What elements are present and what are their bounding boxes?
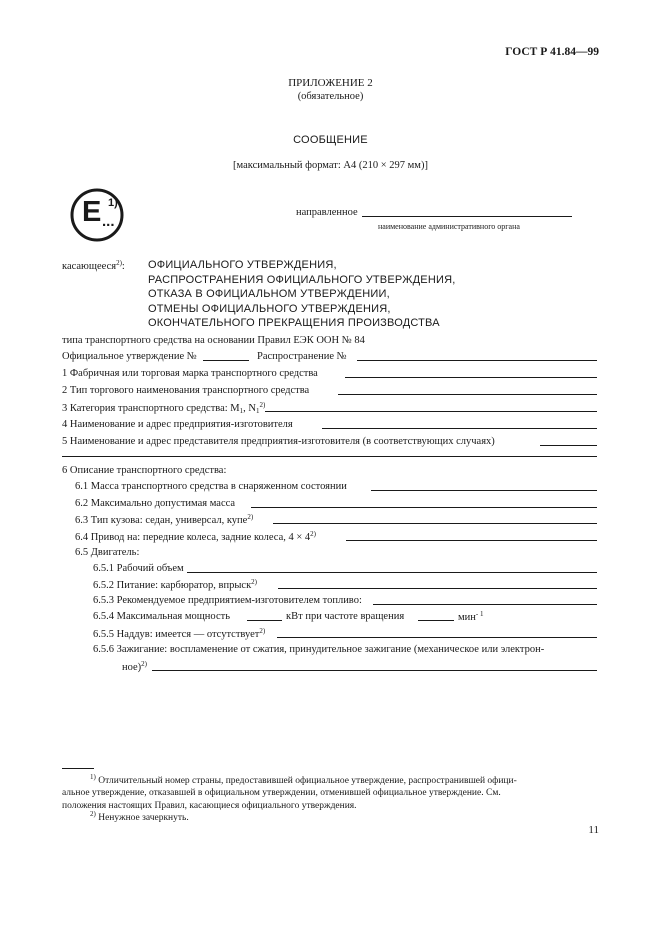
approval-mark-dots: ... [102,213,115,230]
item-6-5-3-label: 6.5.3 Рекомендуемое предприятием-изготовителем топливо: [93,595,362,606]
footnote-separator [62,768,94,769]
item-6-5-4-label: 6.5.4 Максимальная мощность [93,611,230,622]
concerning-label: касающееся$^{2)}$: [62,259,125,272]
type-line: типа транспортного средства на основании Правил ЕЭК ООН № 84 [62,335,365,346]
approval-number-field[interactable] [203,360,249,361]
item-6-5-label: 6.5 Двигатель: [75,547,140,558]
approval-mark-letter: E [82,196,102,228]
item-6-5-2-label: 6.5.2 Питание: карбюратор, впрыск$^{2)}$ [93,578,258,591]
sent-fill-line [362,216,572,217]
item-6-5-4-rpm-label: мин$^{- 1}$ [458,610,484,623]
concerning-line: ОФИЦИАЛЬНОГО УТВЕРЖДЕНИЯ, [148,259,337,271]
item-1-label: 1 Фабричная или торговая марка транспортного средства [62,368,318,379]
item-6-5-5-field[interactable] [277,637,597,638]
appendix-subtitle: (обязательное) [297,91,364,102]
item-5-label: 5 Наименование и адрес представителя предприятия-изготовителя (в соответствующих случаях) [62,436,495,447]
item-6-5-3-field[interactable] [373,604,597,605]
item-6-4-field[interactable] [346,540,597,541]
extension-number-field[interactable] [357,360,597,361]
item-5-field[interactable] [540,445,597,446]
item-6-3-field[interactable] [273,523,597,524]
appendix-title: ПРИЛОЖЕНИЕ 2 [288,77,373,89]
item-6-5-6-field[interactable] [152,670,597,671]
item-3-label: 3 Категория транспортного средства: $M_1$, $N_1^{2)}$ [62,401,266,415]
message-format: [максимальный формат: А4 (210 × 297 мм)] [233,160,428,171]
item-6-2-field[interactable] [251,507,597,508]
sent-label: направленное [296,207,358,218]
item-6-label: 6 Описание транспортного средства: [62,465,227,476]
extension-number-label: Распространение № [257,351,347,362]
item-6-5-4-power-field[interactable] [247,620,282,621]
item-3-field[interactable] [265,411,597,412]
message-title: СООБЩЕНИЕ [293,134,368,146]
item-6-5-6-label: 6.5.6 Зажигание: воспламенение от сжатия, принудительное зажигание (механическое или электрон- [93,644,545,655]
item-6-5-2-field[interactable] [278,588,597,589]
item-6-1-field[interactable] [371,490,597,491]
item-6-5-5-label: 6.5.5 Наддув: имеется — отсутствует$^{2)}$ [93,627,266,640]
item-1-field[interactable] [345,377,597,378]
sent-caption: наименование административного органа [378,222,520,231]
item-6-4-label: 6.4 Привод на: передние колеса, задние колеса, $4 \times 4^{2)}$ [75,530,317,543]
item-6-1-label: 6.1 Масса транспортного средства в снаряженном состоянии [75,481,347,492]
document-code: ГОСТ Р 41.84—99 [505,46,599,58]
item-6-5-6-label-cont: ное)$^{2)}$ [122,660,147,673]
approval-mark [68,187,134,243]
item-2-field[interactable] [338,394,597,395]
item-6-5-1-field[interactable] [187,572,597,573]
item-5-continuation-field[interactable] [62,456,597,457]
concerning-list [148,258,456,331]
page-number: 11 [588,824,599,836]
concerning-line: ОТКАЗА В ОФИЦИАЛЬНОМ УТВЕРЖДЕНИИ, [148,288,390,301]
concerning-line: ОКОНЧАТЕЛЬНОГО ПРЕКРАЩЕНИЯ ПРОИЗВОДСТВА [148,317,440,330]
footnote-2: $^{2)}$ Ненужное зачеркнуть. [90,810,189,823]
item-6-3-label: 6.3 Тип кузова: седан, универсал, купе$^{2)}$ [75,513,254,526]
footnote-1: $^{1)}$ Отличительный номер страны, предоставившей официальное утверждение, распространившей офици- альное утверждение, отказавшей в официальном утверждении, отменившей официальное утверждение. См. положения настоящих Правил, касающиеся официального утверждения. [62,773,517,811]
item-2-label: 2 Тип торгового наименования транспортного средства [62,385,310,396]
concerning-line: РАСПРОСТРАНЕНИЯ ОФИЦИАЛЬНОГО УТВЕРЖДЕНИЯ, [148,273,456,286]
item-6-2-label: 6.2 Максимально допустимая масса [75,498,236,509]
item-6-5-4-speed-field[interactable] [418,620,454,621]
item-4-field[interactable] [322,428,597,429]
concerning-line: ОТМЕНЫ ОФИЦИАЛЬНОГО УТВЕРЖДЕНИЯ, [148,302,391,315]
item-6-5-1-label: 6.5.1 Рабочий объем [93,563,184,574]
approval-mark-sup: 1) [108,197,118,209]
item-4-label: 4 Наименование и адрес предприятия-изготовителя [62,419,293,430]
item-6-5-4-unit-label: кВт при частоте вращения [286,611,405,622]
approval-number-label: Официальное утверждение № [62,351,197,362]
